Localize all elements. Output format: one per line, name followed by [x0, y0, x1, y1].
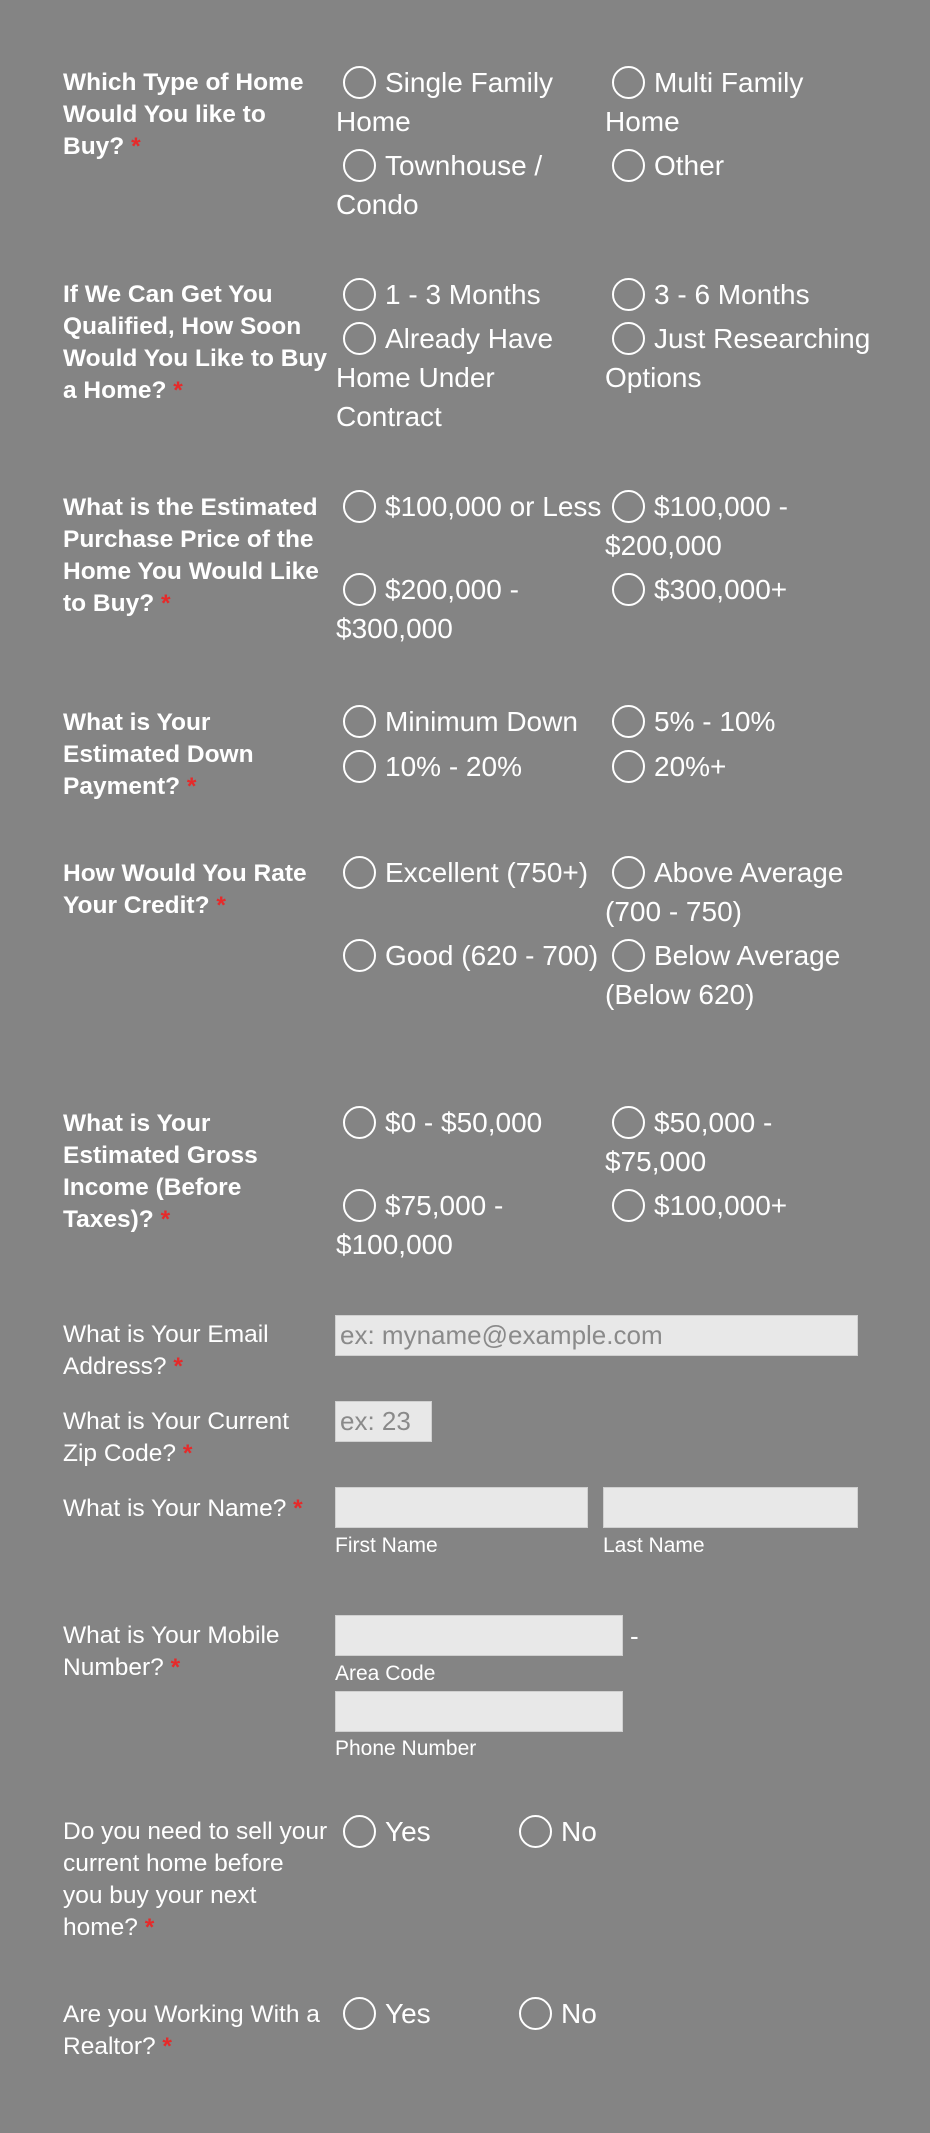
- radio-circle-icon[interactable]: [343, 490, 376, 523]
- option-label: Just Researching Options: [605, 323, 871, 393]
- required-mark: *: [162, 2033, 172, 2060]
- required-mark: *: [160, 1206, 171, 1233]
- question-credit: [63, 858, 328, 922]
- required-mark: *: [173, 1353, 183, 1380]
- zip-input[interactable]: ex: 23: [335, 1401, 432, 1442]
- option-label: 5% - 10%: [654, 706, 776, 737]
- radio-circle-icon[interactable]: [343, 322, 376, 355]
- option-label: $50,000 - $75,000: [605, 1107, 773, 1177]
- radio-credit-good[interactable]: [336, 936, 604, 975]
- option-label: Already Have Home Under Contract: [336, 323, 554, 432]
- first-name-sublabel: First Name: [335, 1534, 438, 1557]
- radio-circle-icon[interactable]: [612, 939, 645, 972]
- question-label: If We Can Get You Qualified, How Soon Would You Like to Buy a Home?: [63, 281, 328, 404]
- radio-circle-icon[interactable]: [343, 750, 376, 783]
- radio-income-100k-plus[interactable]: [605, 1186, 873, 1225]
- radio-circle-icon[interactable]: [343, 1106, 376, 1139]
- last-name-sublabel: Last Name: [603, 1534, 705, 1557]
- radio-circle-icon[interactable]: [343, 149, 376, 182]
- radio-circle-icon[interactable]: [343, 573, 376, 606]
- radio-circle-icon[interactable]: [612, 1189, 645, 1222]
- question-down-payment: [63, 707, 328, 803]
- radio-credit-above-average[interactable]: [605, 853, 873, 931]
- required-mark: *: [182, 1440, 193, 1467]
- radio-under-contract[interactable]: [336, 319, 604, 436]
- question-sell-first: [63, 1816, 328, 1944]
- option-label: 1 - 3 Months: [385, 279, 541, 310]
- radio-price-300k-plus[interactable]: [605, 570, 873, 609]
- option-label: $100,000+: [654, 1190, 788, 1221]
- option-label: 3 - 6 Months: [654, 279, 810, 310]
- option-label: Yes: [385, 1816, 431, 1847]
- question-label: Which Type of Home Would You like to Buy?: [63, 69, 304, 160]
- question-home-type: [63, 67, 328, 163]
- phone-number-input[interactable]: [335, 1691, 623, 1732]
- radio-circle-icon[interactable]: [612, 573, 645, 606]
- radio-3-6-months[interactable]: [605, 275, 873, 314]
- required-mark: *: [216, 892, 226, 919]
- question-timeline: [63, 279, 328, 407]
- question-mobile: [63, 1620, 328, 1684]
- radio-multi-family[interactable]: [605, 63, 873, 141]
- radio-credit-below-average[interactable]: [605, 936, 873, 1014]
- question-label: What is Your Estimated Down Payment?: [63, 709, 254, 800]
- option-label: Other: [654, 150, 725, 181]
- radio-circle-icon[interactable]: [519, 1997, 552, 2030]
- question-label: What is Your Current Zip Code?: [63, 1408, 290, 1467]
- radio-circle-icon[interactable]: [612, 1106, 645, 1139]
- radio-circle-icon[interactable]: [612, 490, 645, 523]
- radio-sell-yes[interactable]: [336, 1812, 431, 1851]
- question-realtor: [63, 1999, 328, 2063]
- required-mark: *: [293, 1495, 303, 1522]
- required-mark: *: [170, 1654, 181, 1681]
- option-label: $300,000+: [654, 574, 788, 605]
- option-label: $100,000 or Less: [385, 491, 602, 522]
- radio-other[interactable]: [605, 146, 873, 185]
- radio-income-75k-100k[interactable]: [336, 1186, 604, 1264]
- option-label: Good (620 - 700): [385, 940, 599, 971]
- option-label: Yes: [385, 1998, 431, 2029]
- question-label: What is Your Mobile Number?: [63, 1622, 280, 1681]
- option-label: Minimum Down: [385, 706, 578, 737]
- question-label: What is the Estimated Purchase Price of the Home You Would Like to Buy?: [63, 494, 319, 617]
- option-label: $200,000 - $300,000: [336, 574, 519, 644]
- question-label: What is Your Estimated Gross Income (Before Taxes)?: [63, 1110, 258, 1233]
- radio-10-20-percent[interactable]: [336, 747, 604, 786]
- option-label: $75,000 - $100,000: [336, 1190, 504, 1260]
- required-mark: *: [131, 133, 141, 160]
- option-label: Townhouse / Condo: [336, 150, 543, 220]
- radio-credit-excellent[interactable]: [336, 853, 604, 892]
- option-label: No: [561, 1998, 597, 2029]
- option-label: Single Family Home: [336, 67, 554, 137]
- required-mark: *: [186, 773, 197, 800]
- radio-price-100k-or-less[interactable]: [336, 487, 604, 526]
- option-label: Above Average (700 - 750): [605, 857, 844, 927]
- radio-realtor-yes[interactable]: [336, 1994, 431, 2033]
- radio-price-200k-300k[interactable]: [336, 570, 604, 648]
- option-label: 10% - 20%: [385, 751, 522, 782]
- question-label: What is Your Name?: [63, 1495, 287, 1522]
- radio-circle-icon[interactable]: [612, 66, 645, 99]
- option-label: $100,000 - $200,000: [605, 491, 788, 561]
- option-label: 20%+: [654, 751, 727, 782]
- radio-circle-icon[interactable]: [343, 1815, 376, 1848]
- radio-townhouse-condo[interactable]: [336, 146, 604, 224]
- question-zip: [63, 1406, 328, 1470]
- required-mark: *: [173, 377, 183, 404]
- radio-circle-icon[interactable]: [343, 939, 376, 972]
- question-label: Are you Working With a Realtor?: [63, 2001, 320, 2060]
- option-label: No: [561, 1816, 597, 1847]
- radio-income-50k-75k[interactable]: [605, 1103, 873, 1181]
- email-input[interactable]: ex: myname@example.com: [335, 1315, 858, 1356]
- radio-circle-icon[interactable]: [612, 322, 645, 355]
- question-name: [63, 1493, 338, 1525]
- radio-income-0-50k[interactable]: [336, 1103, 604, 1142]
- area-code-input[interactable]: [335, 1615, 623, 1656]
- option-label: Below Average (Below 620): [605, 940, 841, 1010]
- radio-realtor-no[interactable]: [512, 1994, 597, 2033]
- radio-price-100k-200k[interactable]: [605, 487, 873, 565]
- radio-circle-icon[interactable]: [343, 278, 376, 311]
- radio-circle-icon[interactable]: [343, 1189, 376, 1222]
- question-label: How Would You Rate Your Credit?: [63, 860, 307, 919]
- radio-single-family[interactable]: [336, 63, 604, 141]
- radio-minimum-down[interactable]: [336, 702, 604, 741]
- question-email: [63, 1319, 328, 1383]
- radio-circle-icon[interactable]: [612, 705, 645, 738]
- radio-1-3-months[interactable]: [336, 275, 604, 314]
- radio-just-researching[interactable]: [605, 319, 873, 397]
- required-mark: *: [161, 590, 171, 617]
- required-mark: *: [144, 1914, 155, 1941]
- radio-circle-icon[interactable]: [343, 1997, 376, 2030]
- radio-circle-icon[interactable]: [519, 1815, 552, 1848]
- radio-5-10-percent[interactable]: [605, 702, 873, 741]
- radio-circle-icon[interactable]: [612, 278, 645, 311]
- phone-number-sublabel: Phone Number: [335, 1737, 477, 1760]
- area-code-sublabel: Area Code: [335, 1662, 436, 1685]
- option-label: $0 - $50,000: [385, 1107, 543, 1138]
- last-name-input[interactable]: [603, 1487, 858, 1528]
- radio-circle-icon[interactable]: [343, 856, 376, 889]
- radio-circle-icon[interactable]: [612, 149, 645, 182]
- first-name-input[interactable]: [335, 1487, 588, 1528]
- radio-circle-icon[interactable]: [612, 856, 645, 889]
- radio-sell-no[interactable]: [512, 1812, 597, 1851]
- radio-circle-icon[interactable]: [343, 66, 376, 99]
- radio-circle-icon[interactable]: [343, 705, 376, 738]
- option-label: Excellent (750+): [385, 857, 589, 888]
- phone-separator: -: [630, 1621, 639, 1651]
- question-price: [63, 492, 328, 620]
- question-label: What is Your Email Address?: [63, 1321, 269, 1380]
- question-income: [63, 1108, 328, 1236]
- radio-20-plus-percent[interactable]: [605, 747, 873, 786]
- radio-circle-icon[interactable]: [612, 750, 645, 783]
- option-label: Multi Family Home: [605, 67, 804, 137]
- question-label: Do you need to sell your current home before you buy your next home?: [63, 1818, 328, 1941]
